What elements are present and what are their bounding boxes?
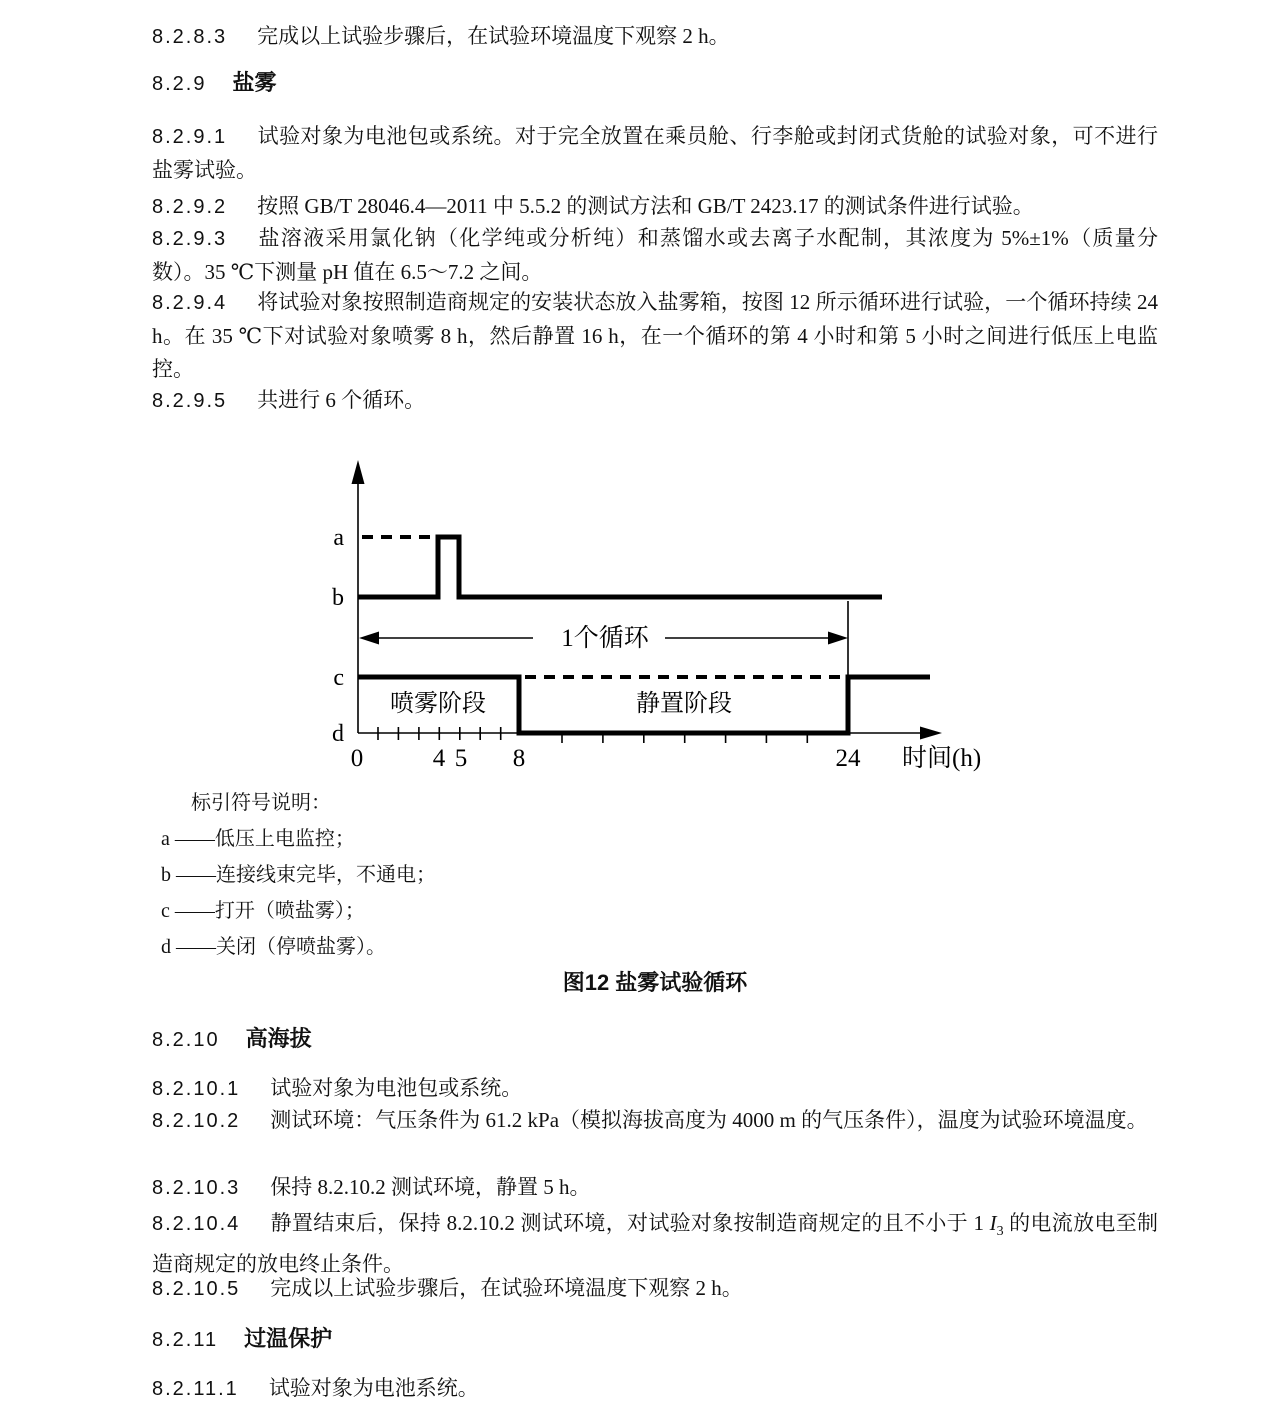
phase-rest-label: 静置阶段 [636, 691, 732, 717]
legend-item-d [161, 934, 386, 960]
clause-text: 试验对象为电池包或系统。对于完全放置在乘员舱、行李舱或封闭式货舱的试验对象，可不进行盐雾试验。 [152, 124, 1158, 182]
legend-symbol: c [161, 900, 170, 922]
tick-5: 5 [454, 745, 468, 772]
cycle-arrowhead-right [828, 632, 848, 645]
legend-item-a [161, 826, 355, 852]
clause-number: 8.2.9.5 [152, 390, 228, 412]
level-label-c: c [333, 665, 344, 691]
clause-8.2.8.3 [152, 20, 1158, 54]
clause-8.2.9.1 [152, 120, 1158, 187]
tick-24: 24 [835, 745, 861, 772]
clause-text: 共进行 6 个循环。 [257, 388, 426, 412]
clause-8.2.9.5 [152, 384, 1158, 418]
heading-title: 盐雾 [232, 70, 277, 95]
clause-text: 试验对象为电池包或系统。 [270, 1076, 523, 1100]
heading-8.2.10 [152, 1022, 1158, 1057]
clause-number: 8.2.9.3 [152, 228, 228, 250]
clause-number: 8.2.8.3 [152, 26, 228, 48]
clause-text: 保持 8.2.10.2 测试环境，静置 5 h。 [270, 1175, 591, 1199]
clause-8.2.9.3 [152, 222, 1158, 289]
clause-number: 8.2.10.4 [152, 1213, 241, 1235]
clause-text: 按照 GB/T 28046.4—2011 中 5.5.2 的测试方法和 GB/T 2423.17 的测试条件进行试验。 [257, 194, 1034, 218]
legend-item-c [161, 898, 365, 924]
clause-text-before: 静置结束后，保持 8.2.10.2 测试环境，对试验对象按制造商规定的且不小于 1 [270, 1211, 990, 1235]
heading-8.2.11 [152, 1322, 1158, 1357]
clause-text: 完成以上试验步骤后，在试验环境温度下观察 2 h。 [257, 24, 730, 48]
clause-number: 8.2.9.2 [152, 196, 228, 218]
clause-number: 8.2.10.5 [152, 1278, 241, 1300]
cycle-arrow [359, 624, 848, 652]
heading-number: 8.2.10 [152, 1029, 220, 1051]
figure-12-timing-diagram [320, 446, 1000, 780]
current-subscript: 3 [996, 1224, 1004, 1240]
clause-number: 8.2.10.3 [152, 1177, 241, 1199]
legend-item-b [161, 862, 436, 888]
clause-8.2.9.2 [152, 190, 1158, 224]
x-axis-title: 时间(h) [902, 745, 982, 772]
clause-text: 将试验对象按照制造商规定的安装状态放入盐雾箱，按图 12 所示循环进行试验，一个循环持续 24 h。在 35 ℃下对试验对象喷雾 8 h，然后静置 16 h，在一个循环的第 4 小时和第 5 小时之间进行低压上电监控。 [152, 290, 1158, 381]
heading-number: 8.2.9 [152, 73, 207, 95]
tick-0: 0 [350, 745, 364, 772]
clause-8.2.10.5 [152, 1272, 1158, 1306]
monitor-signal-waveform [358, 537, 882, 597]
clause-text: 完成以上试验步骤后，在试验环境温度下观察 2 h。 [270, 1276, 743, 1300]
heading-title: 高海拔 [245, 1026, 312, 1051]
legend-desc: ——打开（喷盐雾）； [174, 900, 365, 922]
figure-legend-intro: 标引符号说明： [191, 792, 331, 814]
x-axis-arrowhead [920, 727, 942, 740]
level-label-a: a [333, 525, 344, 551]
legend-symbol: b [161, 864, 171, 886]
level-label-d: d [332, 721, 344, 747]
figure-caption: 图12 盐雾试验循环 [562, 970, 748, 995]
x-minor-ticks-2h [562, 735, 807, 743]
clause-number: 8.2.11.1 [152, 1378, 239, 1400]
clause-8.2.9.4 [152, 286, 1158, 386]
clause-8.2.10.4 [152, 1207, 1158, 1281]
heading-number: 8.2.11 [152, 1329, 219, 1351]
clause-8.2.11.1 [152, 1372, 1158, 1406]
level-label-b: b [332, 585, 344, 611]
clause-8.2.10.2 [152, 1104, 1158, 1138]
legend-symbol: a [161, 828, 170, 850]
legend-desc: ——连接线束完毕，不通电； [176, 864, 436, 886]
clause-8.2.10.1 [152, 1072, 1158, 1106]
legend-symbol: d [161, 936, 171, 958]
clause-text: 试验对象为电池系统。 [268, 1376, 479, 1400]
clause-text: 测试环境：气压条件为 61.2 kPa（模拟海拔高度为 4000 m 的气压条件），温度为试验环境温度。 [270, 1108, 1148, 1132]
clause-number: 8.2.9.4 [152, 292, 228, 314]
clause-text: 盐溶液采用氯化钠（化学纯或分析纯）和蒸馏水或去离子水配制，其浓度为 5%±1%（质量分数）。35 ℃下测量 pH 值在 6.5～7.2 之间。 [152, 226, 1158, 284]
heading-8.2.9 [152, 66, 1158, 101]
legend-desc: ——关闭（停喷盐雾）。 [176, 936, 386, 958]
tick-4: 4 [432, 745, 446, 772]
x-tick-labels [351, 744, 981, 772]
tick-8: 8 [512, 745, 526, 772]
clause-number: 8.2.9.1 [152, 126, 228, 148]
y-axis-arrowhead [352, 460, 365, 484]
heading-title: 过温保护 [244, 1326, 333, 1351]
clause-number: 8.2.10.2 [152, 1110, 241, 1132]
cycle-label: 1个循环 [561, 625, 649, 652]
legend-desc: ——低压上电监控； [174, 828, 355, 850]
current-symbol: I [989, 1211, 997, 1235]
clause-8.2.10.3 [152, 1171, 1158, 1205]
level-labels [332, 525, 344, 747]
clause-text-after: 的电流放电至制造商规定的放电终止条件。 [152, 1211, 1159, 1277]
phase-spray-label: 喷雾阶段 [390, 691, 486, 717]
cycle-arrowhead-left [359, 632, 379, 645]
clause-number: 8.2.10.1 [152, 1078, 241, 1100]
